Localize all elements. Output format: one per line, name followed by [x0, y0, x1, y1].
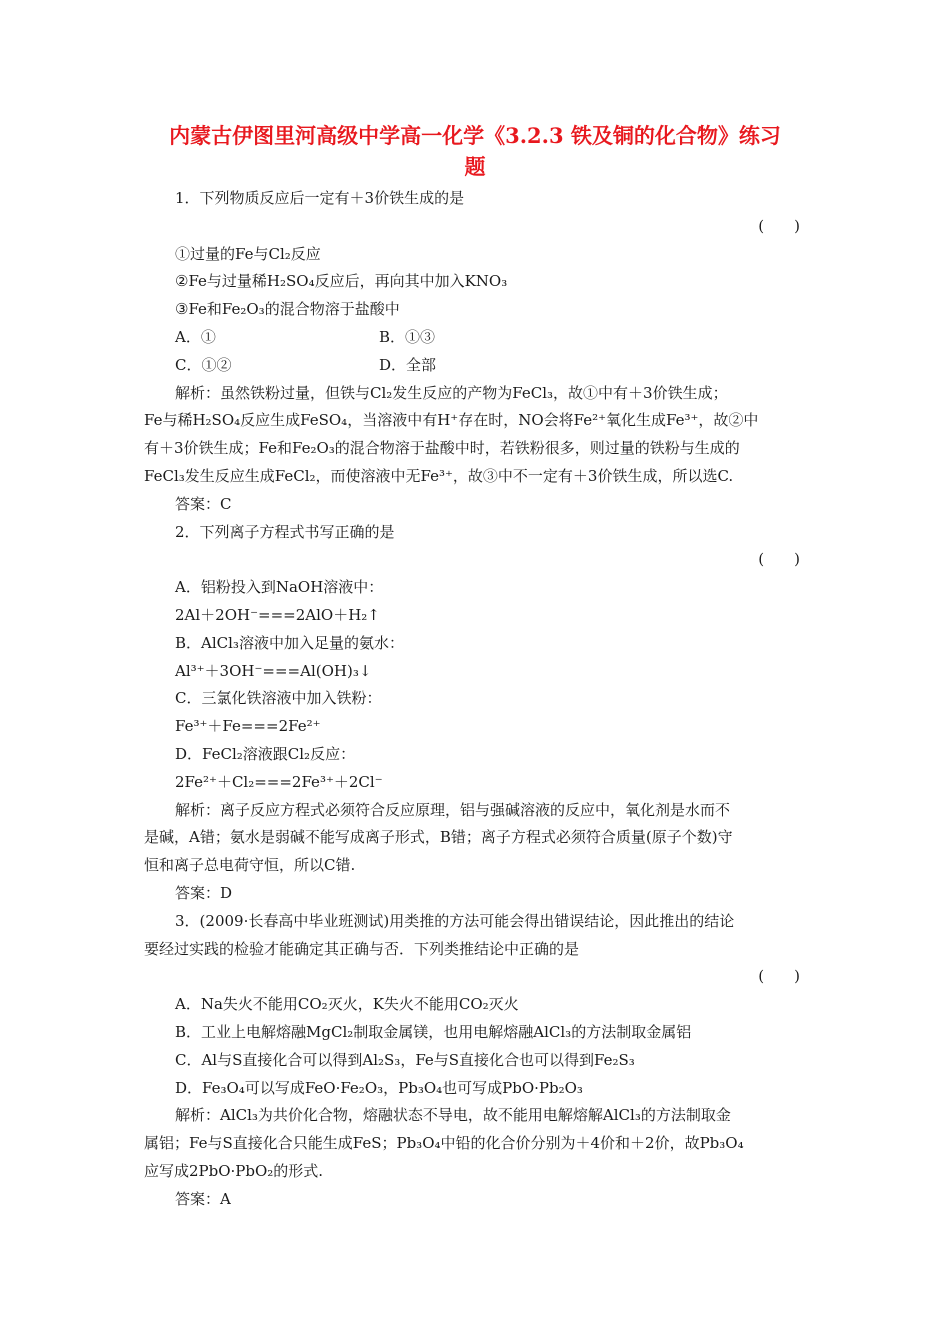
q3-answer: 答案：A	[175, 1189, 231, 1208]
q1-option-a: A．①	[175, 327, 216, 346]
title-line-2: 题	[464, 154, 486, 179]
q3-stem-line: 要经过实践的检验才能确定其正确与否．下列类推结论中正确的是	[144, 939, 580, 958]
q1-analysis-line: FeCl₃发生反应生成FeCl₂，而使溶液中无Fe³⁺，故③中不一定有＋3价铁生成，所以选C.	[144, 466, 734, 485]
q3-option-a: A．Na失火不能用CO₂灭火，K失火不能用CO₂灭火	[175, 995, 519, 1014]
q1-analysis-line: Fe与稀H₂SO₄反应生成FeSO₄，当溶液中有H⁺存在时，NO会将Fe²⁺氧化生成Fe³⁺，故②中	[144, 411, 759, 430]
q2-answer: 答案：D	[175, 883, 233, 902]
document-title	[140, 120, 810, 182]
q2-analysis-line: 恒和离子总电荷守恒，所以C错.	[144, 856, 356, 875]
document-body	[144, 185, 806, 1213]
q2-equation-line: Fe³⁺＋Fe===2Fe²⁺	[175, 717, 321, 736]
q3-option-b: B．工业上电解熔融MgCl₂制取金属镁，也用电解熔融AlCl₃的方法制取金属铝	[175, 1022, 692, 1041]
q1-analysis-line: 解析：虽然铁粉过量，但铁与Cl₂发生反应的产物为FeCl₃，故①中有＋3价铁生成；	[175, 383, 728, 402]
q1-item-1: ①过量的Fe与Cl₂反应	[175, 244, 321, 263]
q2-option-line: D．FeCl₂溶液跟Cl₂反应：	[175, 744, 356, 763]
q1-analysis-line: 有＋3价铁生成；Fe和Fe₂O₃的混合物溶于盐酸中时，若铁粉很多，则过量的铁粉与生成的	[144, 439, 740, 458]
q2-analysis-line: 解析：离子反应方程式必须符合反应原理，铝与强碱溶液的反应中，氧化剂是水而不	[175, 800, 731, 819]
q1-answer: 答案：C	[175, 494, 232, 513]
q2-equation-line: 2Al＋2OH⁻===2AlO＋H₂↑	[175, 605, 380, 624]
q1-options-row-1	[144, 324, 806, 352]
q1-item-3: ③Fe和Fe₂O₃的混合物溶于盐酸中	[175, 300, 400, 319]
q1-option-c: C．①②	[175, 355, 232, 374]
q1-item-2: ②Fe与过量稀H₂SO₄反应后，再向其中加入KNO₃	[175, 272, 508, 291]
q1-answer-bracket: ( )	[758, 216, 800, 235]
q2-option-line: B．AlCl₃溶液中加入足量的氨水：	[175, 633, 404, 652]
q2-option-line: C．三氯化铁溶液中加入铁粉：	[175, 689, 382, 708]
q1-stem: 1．下列物质反应后一定有＋3价铁生成的是	[175, 189, 465, 207]
q1-option-d: D．全部	[379, 355, 437, 374]
q2-equation-line: 2Fe²⁺＋Cl₂===2Fe³⁺＋2Cl⁻	[175, 772, 383, 791]
q3-answer-bracket: ( )	[758, 967, 800, 986]
title-line-1: 内蒙古伊图里河高级中学高一化学《3.2.3 铁及铜的化合物》练习	[169, 123, 781, 148]
q3-option-d: D．Fe₃O₄可以写成FeO·Fe₂O₃，Pb₃O₄也可写成PbO·Pb₂O₃	[175, 1078, 583, 1097]
q2-option-line: A．铝粉投入到NaOH溶液中：	[175, 578, 384, 597]
q3-analysis-line: 应写成2PbO·PbO₂的形式.	[144, 1161, 324, 1180]
q3-stem-line: 3．(2009·长春高中毕业班测试)用类推的方法可能会得出错误结论，因此推出的结论	[175, 911, 735, 930]
q2-equation-line: Al³⁺＋3OH⁻===Al(OH)₃↓	[175, 661, 372, 680]
q1-options-row-2	[144, 352, 806, 380]
q2-answer-bracket: ( )	[758, 550, 800, 569]
q3-analysis-line: 解析：AlCl₃为共价化合物，熔融状态不导电，故不能用电解熔解AlCl₃的方法制取金	[175, 1106, 731, 1125]
q1-option-b: B．①③	[379, 327, 436, 346]
q3-option-c: C．Al与S直接化合可以得到Al₂S₃，Fe与S直接化合也可以得到Fe₂S₃	[175, 1050, 635, 1069]
q2-analysis-line: 是碱，A错；氨水是弱碱不能写成离子形式，B错；离子方程式必须符合质量(原子个数)守	[144, 828, 733, 847]
q3-analysis-line: 属铝；Fe与S直接化合只能生成FeS；Pb₃O₄中铅的化合价分别为＋4价和＋2价，故Pb₃O₄	[144, 1134, 744, 1153]
q2-stem: 2．下列离子方程式书写正确的是	[175, 522, 395, 541]
